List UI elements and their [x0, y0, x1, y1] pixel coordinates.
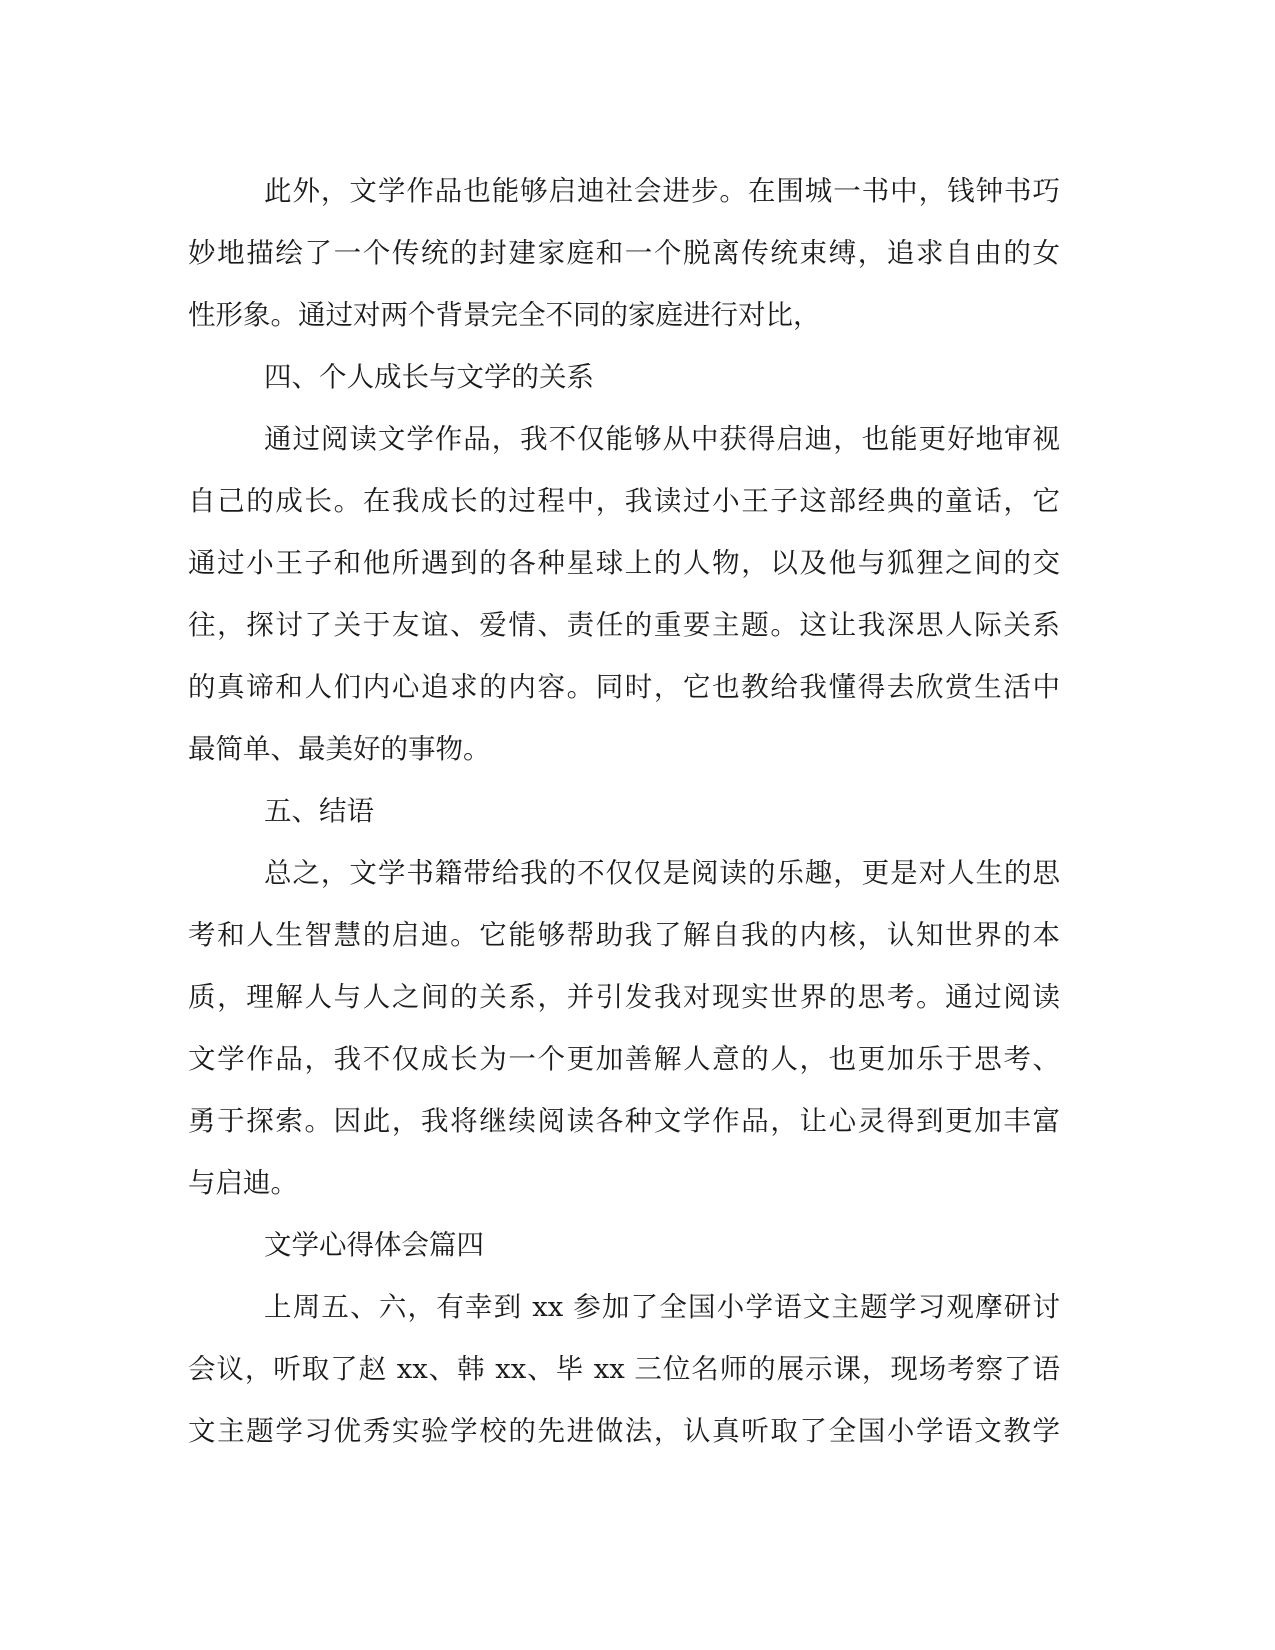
heading-text: 文学心得体会篇四 [264, 1229, 484, 1261]
text-line: 通过小王子和他所遇到的各种星球上的人物，以及他与狐狸之间的交 [188, 547, 1060, 579]
text-line: 上周五、六，有幸到 xx 参加了全国小学语文主题学习观摩研讨 [264, 1291, 1060, 1323]
text-line: 往，探讨了关于友谊、爱情、责任的重要主题。这让我深思人际关系 [188, 609, 1060, 641]
paragraph [188, 408, 1060, 780]
heading-text: 五、结语 [264, 795, 374, 827]
section-heading [188, 780, 1060, 842]
text-line: 考和人生智慧的启迪。它能够帮助我了解自我的内核，认知世界的本 [188, 919, 1060, 951]
text-line: 妙地描绘了一个传统的封建家庭和一个脱离传统束缚，追求自由的女 [188, 237, 1060, 269]
text-line: 通过阅读文学作品，我不仅能够从中获得启迪，也能更好地审视 [264, 423, 1060, 455]
section-heading [188, 346, 1060, 408]
text-line: 与启迪。 [188, 1167, 298, 1199]
text-line: 勇于探索。因此，我将继续阅读各种文学作品，让心灵得到更加丰富 [188, 1105, 1060, 1137]
text-line: 自己的成长。在我成长的过程中，我读过小王子这部经典的童话，它 [188, 485, 1060, 517]
text-line: 质，理解人与人之间的关系，并引发我对现实世界的思考。通过阅读 [188, 981, 1060, 1013]
document-body [188, 160, 1060, 1462]
text-line: 性形象。通过对两个背景完全不同的家庭进行对比， [188, 299, 821, 331]
text-line: 总之，文学书籍带给我的不仅仅是阅读的乐趣，更是对人生的思 [264, 857, 1060, 889]
text-line: 文主题学习优秀实验学校的先进做法，认真听取了全国小学语文教学 [188, 1415, 1060, 1447]
paragraph [188, 1276, 1060, 1462]
section-heading [188, 1214, 1060, 1276]
text-line: 文学作品，我不仅成长为一个更加善解人意的人，也更加乐于思考、 [188, 1043, 1060, 1075]
heading-text: 四、个人成长与文学的关系 [264, 361, 594, 393]
text-line: 的真谛和人们内心追求的内容。同时，它也教给我懂得去欣赏生活中 [188, 671, 1060, 703]
paragraph [188, 842, 1060, 1214]
text-line: 此外，文学作品也能够启迪社会进步。在围城一书中，钱钟书巧 [264, 175, 1060, 207]
text-line: 最简单、最美好的事物。 [188, 733, 491, 765]
paragraph [188, 160, 1060, 346]
text-line: 会议，听取了赵 xx、韩 xx、毕 xx 三位名师的展示课，现场考察了语 [188, 1353, 1060, 1385]
